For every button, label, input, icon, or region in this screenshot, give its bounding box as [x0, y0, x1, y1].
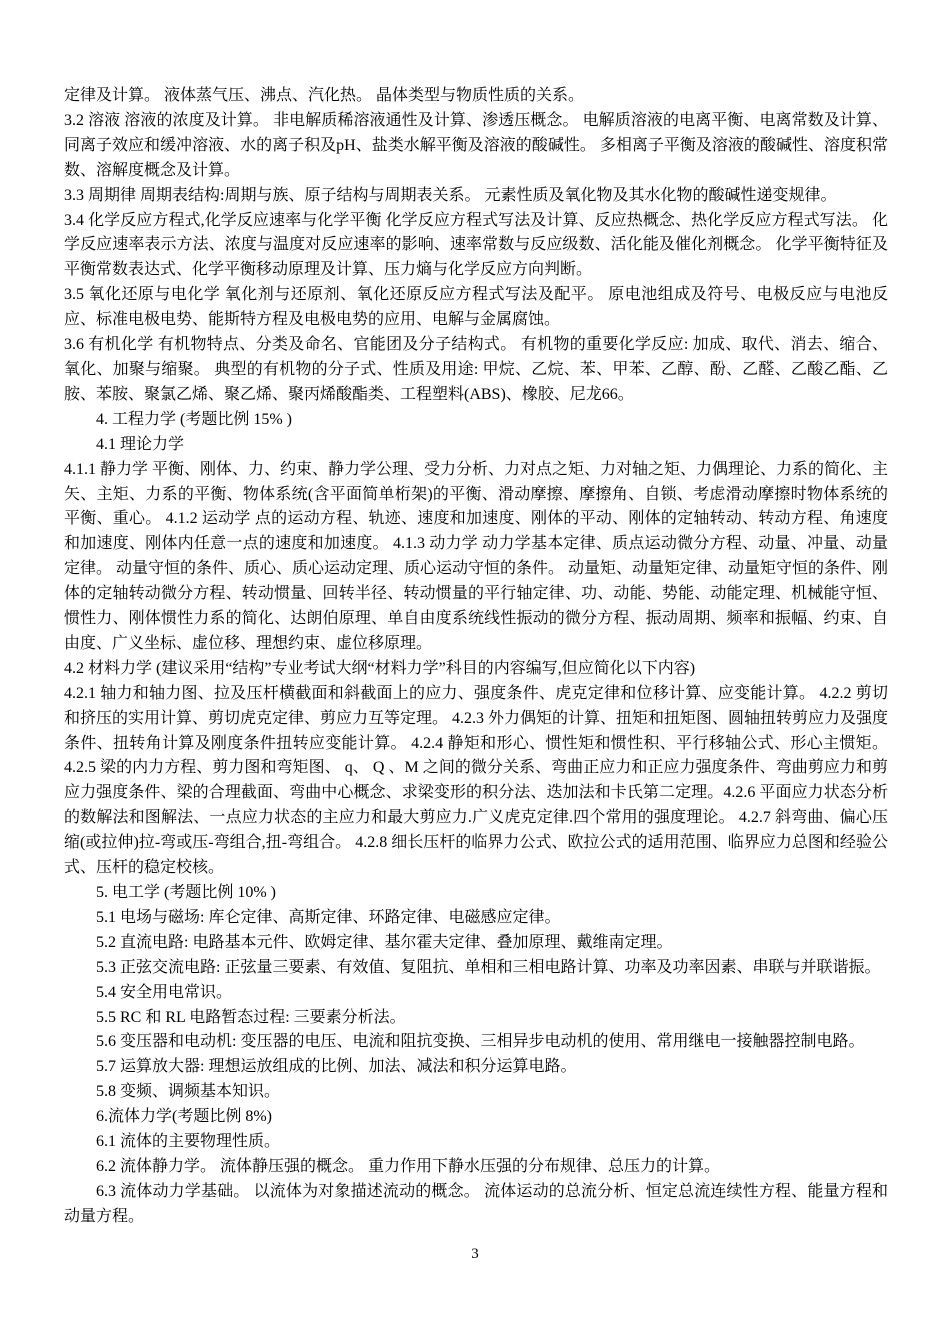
paragraph: 4.1 理论力学	[96, 435, 185, 453]
paragraph: 4.1.1 静力学 平衡、刚体、力、约束、静力学公理、受力分析、力对点之矩、力对轴之矩、力偶理论、力系的简化、主矢、主矩、力系的平衡、物体系统(含平面简单桁架)的平衡、滑动摩擦、摩擦角、自锁、考虑滑动摩擦时物体系统的平衡、重心。 4.1.2 运动学 点的运动方程、轨迹、速度和加速度、刚体的平动、刚体的定轴转动、转动方程、角速度和加速度、刚体内任意一点的速度和加速度。 4.1.3 动力学 动力学基本定律、质点运动微分方程、动量、冲量、动量定律。 动量守恒的条件、质心、质心运动定理、质心运动守恒的条件。 动量矩、动量矩定律、动量矩守恒的条件、刚体的定轴转动微分方程、转动惯量、回转半径、转动惯量的平行轴定律、功、动能、势能、动能定理、机械能守恒、惯性力、刚体惯性力系的简化、达朗伯原理、单自由度系统线性振动的微分方程、振动周期、频率和振幅、约束、自由度、广义坐标、虚位移、理想约束、虚位移原理。	[64, 460, 889, 652]
paragraph: 3.5 氧化还原与电化学 氧化剂与还原剂、氧化还原反应方程式写法及配平。 原电池组成及符号、电极反应与电池反应、标准电极电势、能斯特方程及电极电势的应用、电解与金属腐蚀。	[64, 286, 888, 329]
paragraph: 4.2 材料力学 (建议采用“结构”专业考试大纲“材料力学”科目的内容编写,但应简化以下内容)	[64, 659, 696, 677]
document-body	[64, 84, 888, 1230]
paragraph: 4.2.1 轴力和轴力图、拉及压杆横截面和斜截面上的应力、强度条件、虎克定律和位移计算、应变能计算。 4.2.2 剪切和挤压的实用计算、剪切虎克定律、剪应力互等定理。 4.2.3 外力偶矩的计算、扭矩和扭矩图、圆轴扭转剪应力及强度条件、扭转角计算及刚度条件扭转应变能计算。 4.2.4 静矩和形心、惯性矩和惯性积、平行移轴公式、形心主惯矩。 4.2.5 梁的内力方程、剪力图和弯矩图、 q、 Q 、M 之间的微分关系、弯曲正应力和正应力强度条件、弯曲剪应力和剪应力强度条件、梁的合理截面、弯曲中心概念、求梁变形的积分法、迭加法和卡氏第二定理。4.2.6 平面应力状态分析的数解法和图解法、一点应力状态的主应力和最大剪应力.广义虎克定律.四个常用的强度理论。 4.2.7 斜弯曲、偏心压缩(或拉伸)拉-弯或压-弯组合,扭-弯组合。 4.2.8 细长压杆的临界力公式、欧拉公式的适用范围、临界应力总图和经验公式、压杆的稳定校核。	[64, 684, 889, 877]
paragraph: 6.流体力学(考题比例 8%)	[96, 1108, 272, 1126]
paragraph: 5.8 变频、调频基本知识。	[96, 1083, 281, 1101]
paragraph: 5.6 变压器和电动机: 变压器的电压、电流和阻抗变换、三相异步电动机的使用、常用继电一接触器控制电路。	[96, 1033, 865, 1051]
paragraph: 3.4 化学反应方程式,化学反应速率与化学平衡 化学反应方程式写法及计算、反应热概念、热化学反应方程式写法。 化学反应速率表示方法、浓度与温度对反应速率的影响、速率常数与反应级数、活化能及催化剂概念。 化学平衡特征及平衡常数表达式、化学平衡移动原理及计算、压力熵与化学反应方向判断。	[64, 211, 888, 279]
paragraph: 5.3 正弦交流电路: 正弦量三要素、有效值、复阻抗、单相和三相电路计算、功率及功率因素、串联与并联谐振。	[96, 958, 881, 976]
paragraph: 3.3 周期律 周期表结构:周期与族、原子结构与周期表关系。 元素性质及氧化物及其水化物的酸碱性递变规律。	[64, 186, 837, 204]
paragraph: 定律及计算。 液体蒸气压、沸点、汽化热。 晶体类型与物质性质的关系。	[64, 87, 585, 104]
paragraph: 5.5 RC 和 RL 电路暂态过程: 三要素分析法。	[96, 1008, 406, 1026]
paragraph: 5.2 直流电路: 电路基本元件、欧姆定律、基尔霍夫定律、叠加原理、戴维南定理。	[96, 933, 673, 951]
paragraph: 3.2 溶液 溶液的浓度及计算。 非电解质稀溶液通性及计算、渗透压概念。 电解质溶液的电离平衡、电离常数及计算、同离子效应和缓冲溶液、水的离子积及pH、盐类水解平衡及溶液的酸碱性。 多相离子平衡及溶液的酸碱性、溶度积常数、溶解度概念及计算。	[64, 111, 888, 179]
paragraph: 4. 工程力学 (考题比例 15% )	[96, 410, 292, 428]
paragraph: 6.2 流体静力学。 流体静压强的概念。 重力作用下静水压强的分布规律、总压力的计算。	[96, 1157, 721, 1175]
page-number: 3	[471, 1246, 479, 1262]
paragraph: 3.6 有机化学 有机物特点、分类及命名、官能团及分子结构式。 有机物的重要化学反应: 加成、取代、消去、缩合、氧化、加聚与缩聚。 典型的有机物的分子式、性质及用途: 甲烷、乙烷、苯、甲苯、乙醇、酚、乙醛、乙酸乙酯、乙胺、苯胺、聚氯乙烯、聚乙烯、聚丙烯酸酯类、工程塑料(ABS)、橡胶、尼龙66。	[64, 336, 888, 403]
paragraph: 5.7 运算放大器: 理想运放组成的比例、加法、减法和积分运算电路。	[96, 1058, 577, 1076]
paragraph: 5. 电工学 (考题比例 10% )	[96, 884, 276, 901]
paragraph: 6.1 流体的主要物理性质。	[96, 1133, 281, 1151]
paragraph: 5.1 电场与磁场: 库仑定律、高斯定律、环路定律、电磁感应定律。	[96, 908, 561, 926]
paragraph: 5.4 安全用电常识。	[96, 983, 233, 1001]
paragraph: 6.3 流体动力学基础。 以流体为对象描述流动的概念。 流体运动的总流分析、恒定总流连续性方程、能量方程和动量方程。	[64, 1182, 888, 1225]
